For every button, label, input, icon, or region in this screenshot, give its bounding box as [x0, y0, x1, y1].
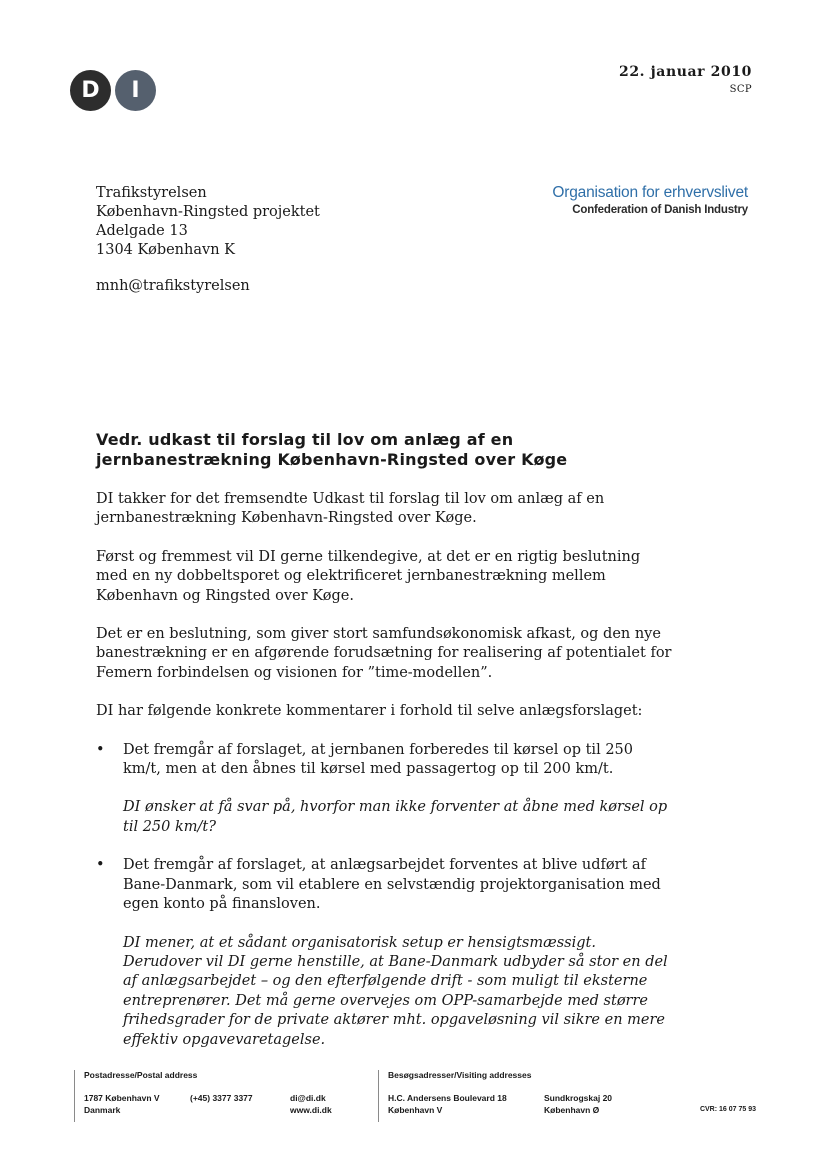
- bullet-comment: DI ønsker at få svar på, hvorfor man ikke forventer at åbne med kørsel op til 250 km/t?: [123, 799, 668, 835]
- bullet-comment: DI mener, at et sådant organisatorisk setup er hensigtsmæssigt. Derudover vil DI gerne henstille, at Bane-Danmark udbyder så stor en del af anlægsarbejdet – og den efterfølgende drift - som muligt til eksterne entreprenører. Det må gerne overvejes om OPP-samarbejde med større frihedsgrader for de private aktører mht. opgaveløsning vil sikre en mere effektiv opgavevaretagelse.: [123, 934, 668, 1048]
- contact-links: [290, 1092, 332, 1116]
- footer-divider: [74, 1070, 75, 1122]
- recipient-email: mnh@trafikstyrelsen: [96, 278, 250, 294]
- visit-line: Sundkrogskaj 20: [544, 1093, 613, 1103]
- date-block: [619, 64, 752, 95]
- postal-line: 1787 København V: [84, 1093, 160, 1103]
- organisation-block: [552, 184, 748, 216]
- logo-letter-d: D: [70, 70, 111, 111]
- comment-bullet: [96, 741, 674, 838]
- logo-letter-i: I: [115, 70, 156, 111]
- di-logo: [70, 70, 156, 111]
- postal-address: [84, 1092, 160, 1116]
- letter-date: 22. januar 2010: [618, 64, 752, 80]
- organisation-subtitle: Confederation of Danish Industry: [572, 204, 748, 216]
- body-paragraph: DI har følgende konkrete kommentarer i forhold til selve anlægsforslaget:: [96, 703, 643, 720]
- letter-body: [96, 430, 674, 1069]
- bullet-text: Det fremgår af forslaget, at jernbanen forberedes til kørsel op til 250 km/t, men at den åbnes til kørsel med passagertog op til 200 km/t.: [123, 741, 633, 778]
- sender-initials: SCP: [729, 84, 752, 95]
- postal-heading: Postadresse/Postal address: [84, 1070, 198, 1080]
- web-link[interactable]: www.di.dk: [290, 1105, 332, 1115]
- email-link[interactable]: di@di.dk: [290, 1093, 326, 1103]
- postal-line: Danmark: [84, 1105, 121, 1115]
- visit-line: København V: [388, 1105, 443, 1115]
- organisation-name: Organisation for erhvervslivet: [552, 184, 748, 201]
- footer: [0, 1068, 826, 1128]
- recipient-line: 1304 København K: [96, 242, 235, 258]
- recipient-line: Adelgade 13: [96, 223, 188, 239]
- recipient-address: [96, 184, 320, 296]
- body-paragraph: Det er en beslutning, som giver stort samfundsøkonomisk afkast, og den nye banestrækning er en afgørende forudsætning for realisering af potentialet for Femern forbindelsen og visionen for ”time-modellen”.: [96, 626, 672, 681]
- recipient-line: København-Ringsted projektet: [96, 204, 320, 220]
- visit-line: København Ø: [544, 1105, 600, 1115]
- visiting-address-1: [388, 1092, 507, 1116]
- comment-bullet: [96, 856, 674, 1050]
- visiting-address-2: [544, 1092, 612, 1116]
- visiting-heading: Besøgsadresser/Visiting addresses: [388, 1070, 532, 1080]
- recipient-line: Trafikstyrelsen: [96, 185, 207, 201]
- bullet-dot: •: [96, 857, 105, 874]
- bullet-dot: •: [96, 741, 105, 758]
- body-paragraph: DI takker for det fremsendte Udkast til forslag til lov om anlæg af en jernbanestrækning København-Ringsted over Køge.: [96, 491, 605, 527]
- visit-line: H.C. Andersens Boulevard 18: [388, 1093, 507, 1103]
- footer-divider: [378, 1070, 379, 1122]
- letter-subject: Vedr. udkast til forslag til lov om anlæg af en jernbanestrækning København-Ringsted over Køge: [96, 430, 568, 469]
- cvr-number: CVR: 16 07 75 93: [699, 1106, 756, 1113]
- body-paragraph: Først og fremmest vil DI gerne tilkendegive, at det er en rigtig beslutning med en ny dobbeltsporet og elektrificeret jernbanestrækning mellem København og Ringsted over Køge.: [96, 548, 641, 604]
- phone-number: (+45) 3377 3377: [190, 1093, 253, 1103]
- bullet-text: Det fremgår af forslaget, at anlægsarbejdet forventes at blive udført af Bane-Danmark, som vil etablere en selvstændig projektorganisation med egen konto på finansloven.: [123, 857, 661, 913]
